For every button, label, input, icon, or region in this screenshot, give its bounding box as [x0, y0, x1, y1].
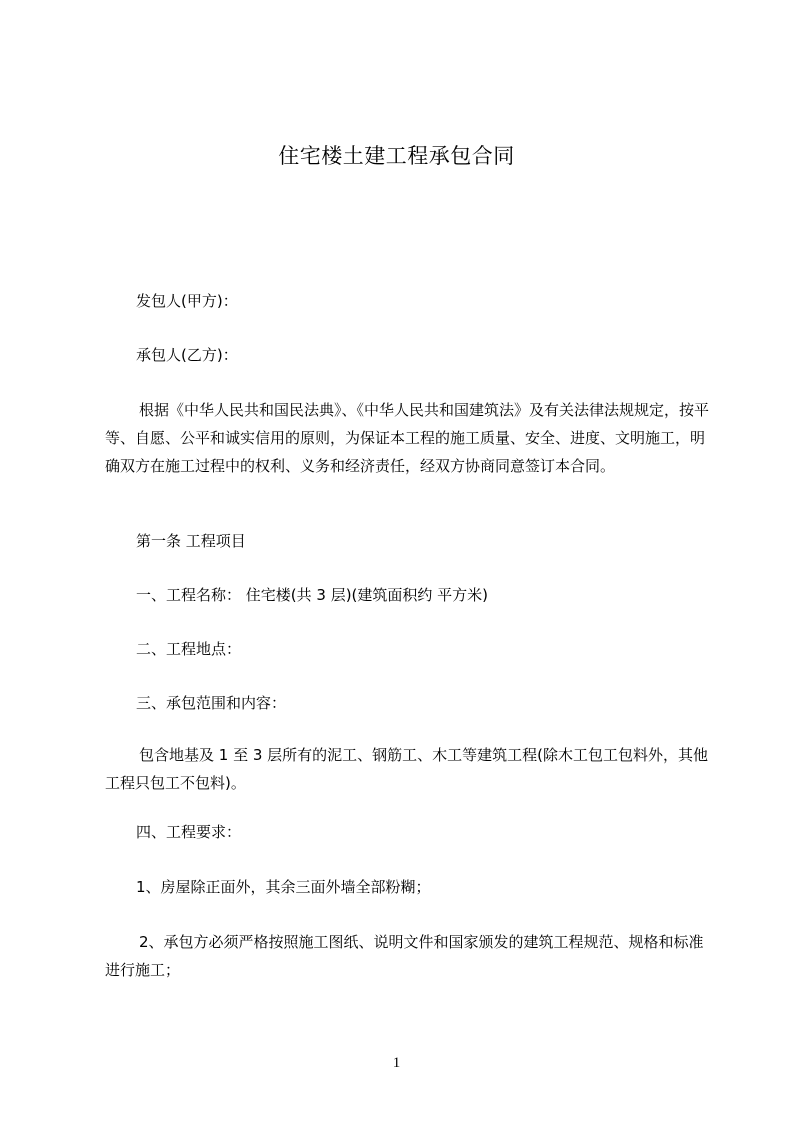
party-a-line: 发包人(甲方)： [136, 292, 238, 310]
item-project-location: 二、工程地点： [136, 640, 242, 658]
item-scope-content: 包含地基及 1 至 3 层所有的泥工、钢筋工、木工等建筑工程(除木工包工包料外，其他工程只包工不包料)。 [105, 746, 709, 792]
requirement-1: 1、房屋除正面外，其余三面外墙全部粉糊； [136, 878, 431, 896]
page-number: 1 [392, 1055, 401, 1071]
item-scope-heading: 三、承包范围和内容： [136, 694, 287, 712]
preamble-paragraph: 根据《中华人民共和国民法典》、《中华人民共和国建筑法》及有关法律法规规定，按平等、自愿、公平和诚实信用的原则，为保证本工程的施工质量、安全、进度、文明施工，明确双方在施工过程中的权利、义务和经济责任，经双方协商同意签订本合同。 [105, 401, 710, 475]
item-requirements-heading: 四、工程要求： [136, 823, 242, 841]
document-title: 住宅楼土建工程承包合同 [278, 144, 515, 168]
article-1-heading: 第一条 工程项目 [136, 532, 246, 550]
requirement-2: 2、承包方必须严格按照施工图纸、说明文件和国家颁发的建筑工程规范、规格和标准进行施工； [105, 933, 704, 979]
item-project-name: 一、工程名称： 住宅楼(共 3 层)(建筑面积约 平方米) [136, 586, 489, 604]
party-b-line: 承包人(乙方)： [136, 346, 238, 364]
